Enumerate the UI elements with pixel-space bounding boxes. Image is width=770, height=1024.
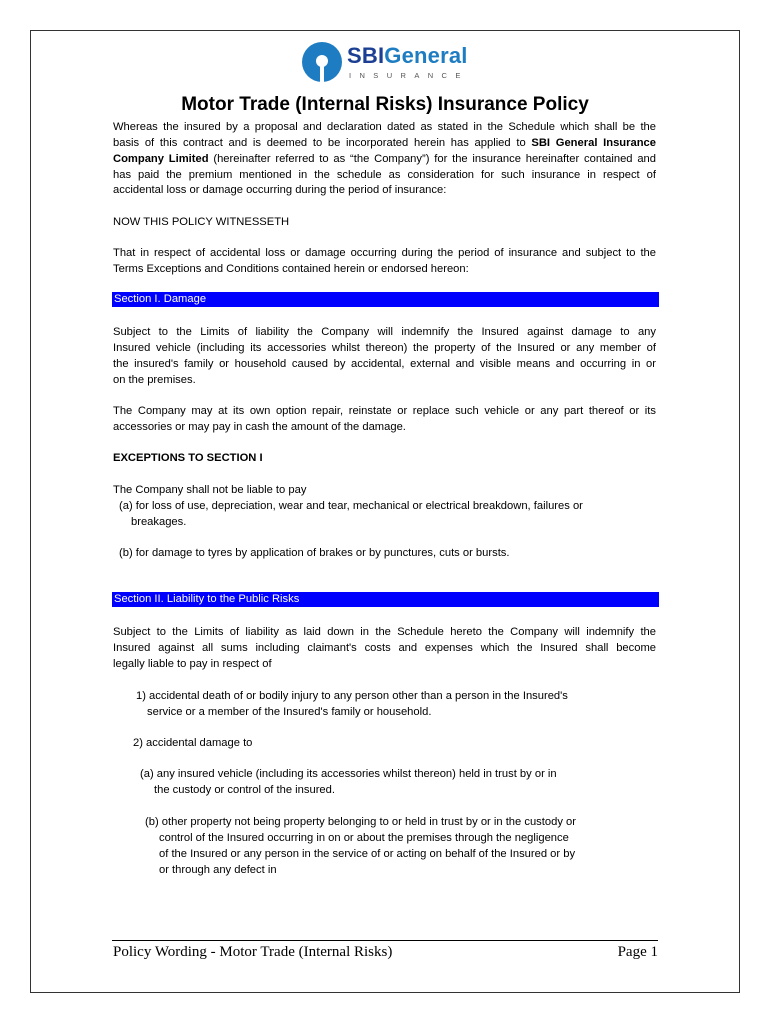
list-item-1: service or a member of the Insured's family or household. bbox=[147, 706, 432, 718]
page-number: Page 1 bbox=[617, 944, 658, 960]
section-2-heading: Section II. Liability to the Public Risks bbox=[114, 593, 300, 605]
list-item-2a: (a) any insured vehicle (including its accessories whilst thereon) held in trust by or in bbox=[140, 768, 557, 780]
list-item-2b: of the Insured or any person in the service of or acting on behalf of the Insured or by bbox=[159, 848, 576, 860]
footer-divider bbox=[112, 940, 658, 941]
witness-heading: NOW THIS POLICY WITNESSETH bbox=[113, 216, 290, 228]
section-2-paragraph-line: legally liable to pay in respect of bbox=[113, 658, 272, 670]
exception-item-a: (a) for loss of use, depreciation, wear and tear, mechanical or electrical breakdown, failures or bbox=[119, 500, 583, 512]
preamble-line: has paid the premium mentioned in the schedule as consideration for such insurance in respect of bbox=[113, 169, 656, 181]
section-1-paragraph-line: Subject to the Limits of liability the Company will indemnify the Insured against damage to any bbox=[113, 326, 656, 338]
sbi-logo-icon bbox=[302, 42, 342, 82]
intro-line: That in respect of accidental loss or damage occurring during the period of insurance and subject to the bbox=[113, 247, 656, 259]
section-2-paragraph-line: Insured against all sums including claimant's costs and expenses which the Insured shall become bbox=[113, 642, 656, 654]
preamble-line: Whereas the insured by a proposal and declaration dated as stated in the Schedule which shall be the bbox=[113, 121, 656, 133]
list-item-2: 2) accidental damage to bbox=[133, 737, 253, 749]
intro-line: Terms Exceptions and Conditions contained herein or endorsed hereon: bbox=[113, 263, 469, 275]
exceptions-intro: The Company shall not be liable to pay bbox=[113, 484, 307, 496]
section-2-paragraph-line: Subject to the Limits of liability as laid down in the Schedule hereto the Company will indemnify the bbox=[113, 626, 656, 638]
section-1-paragraph-line: accessories or may pay in cash the amount of the damage. bbox=[113, 421, 406, 433]
preamble-line: basis of this contract and is deemed to be incorporated herein has applied to SBI General Insurance bbox=[113, 137, 656, 149]
list-item-2a: the custody or control of the insured. bbox=[154, 784, 335, 796]
preamble-line: Company Limited (hereinafter referred to as “the Company”) for the insurance hereinafter contained and bbox=[113, 153, 656, 165]
list-item-2b: or through any defect in bbox=[159, 864, 277, 876]
list-item-2b: control of the Insured occurring in on or about the premises through the negligence bbox=[159, 832, 569, 844]
footer-title: Policy Wording - Motor Trade (Internal Risks) bbox=[113, 944, 393, 960]
section-1-paragraph-line: Insured vehicle (including its accessories whilst thereon) the property of the Insured or any member of bbox=[113, 342, 656, 354]
section-1-paragraph-line: The Company may at its own option repair, reinstate or replace such vehicle or any part thereof or its bbox=[113, 405, 656, 417]
section-2-bar bbox=[112, 592, 659, 607]
section-1-bar bbox=[112, 292, 659, 307]
section-1-heading: Section I. Damage bbox=[114, 293, 207, 305]
logo-wordmark: SBIGeneral bbox=[347, 43, 468, 68]
preamble-line: accidental loss or damage occurring during the period of insurance: bbox=[113, 184, 447, 196]
exception-item-b: (b) for damage to tyres by application of brakes or by punctures, cuts or bursts. bbox=[119, 547, 510, 559]
page-title: Motor Trade (Internal Risks) Insurance Policy bbox=[181, 94, 589, 115]
section-1-paragraph-line: on the premises. bbox=[113, 374, 196, 386]
sbi-general-logo bbox=[302, 42, 472, 86]
list-item-2b: (b) other property not being property belonging to or held in trust by or in the custody or bbox=[145, 816, 576, 828]
section-1-paragraph-line: the insured's family or household caused by accidental, external and visible means and occurring in or bbox=[113, 358, 656, 370]
exceptions-heading: EXCEPTIONS TO SECTION I bbox=[113, 452, 263, 464]
logo-subtext: INSURANCE bbox=[349, 71, 469, 80]
list-item-1: 1) accidental death of or bodily injury to any person other than a person in the Insured's bbox=[136, 690, 568, 702]
exception-item-a: breakages. bbox=[131, 516, 187, 528]
